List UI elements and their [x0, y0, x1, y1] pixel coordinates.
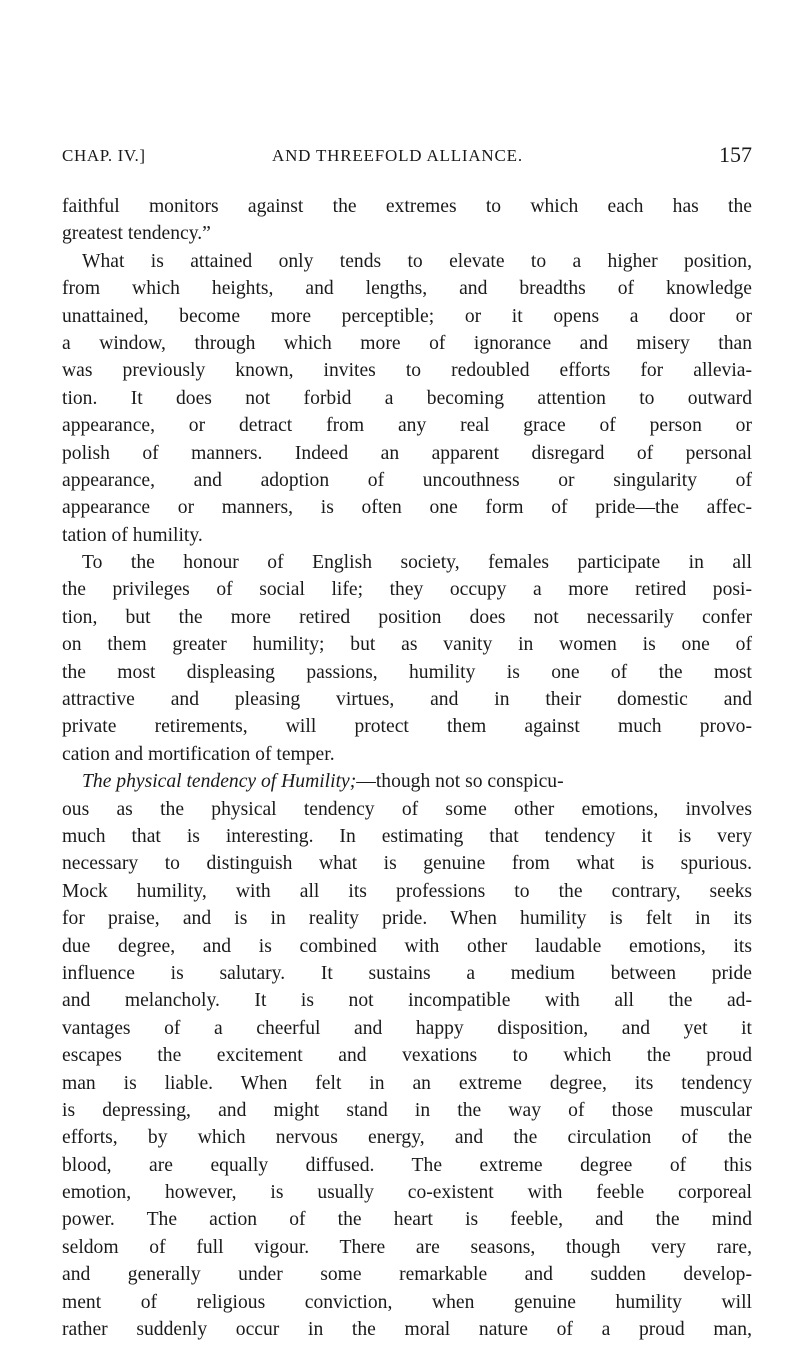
text-line: appearance, and adoption of uncouthness or singularity of	[62, 469, 752, 491]
text-line: power. The action of the heart is feeble, and the mind	[62, 1209, 752, 1231]
text-line: from which heights, and lengths, and breadths of knowledge	[62, 278, 752, 300]
text-line: vantages of a cheerful and happy disposition, and yet it	[62, 1017, 752, 1039]
text-line: To the honour of English society, females participate in all	[82, 552, 752, 574]
text-line: appearance or manners, is often one form of pride—the affec-	[62, 497, 752, 519]
text-line: ment of religious conviction, when genuine humility will	[62, 1291, 752, 1313]
text-fragment: —though not so conspicu-	[356, 771, 564, 793]
text-line: tion. It does not forbid a becoming attention to outward	[62, 387, 752, 409]
text-line: greatest tendency.”	[62, 223, 211, 245]
text-line: and generally under some remarkable and sudden develop-	[62, 1264, 752, 1286]
text-line: seldom of full vigour. There are seasons, though very rare,	[62, 1236, 752, 1258]
text-line: man is liable. When felt in an extreme degree, its tendency	[62, 1072, 752, 1094]
text-line: emotion, however, is usually co-existent with feeble corporeal	[62, 1182, 752, 1204]
text-line: What is attained only tends to elevate to a higher position,	[82, 250, 752, 272]
text-line: escapes the excitement and vexations to which the proud	[62, 1045, 752, 1067]
text-line: cation and mortification of temper.	[62, 743, 335, 765]
text-line: appearance, or detract from any real grace of person or	[62, 415, 752, 437]
running-title: AND THREEFOLD ALLIANCE.	[272, 146, 523, 165]
text-line: the most displeasing passions, humility is one of the most	[62, 661, 752, 683]
text-line: influence is salutary. It sustains a medium between pride	[62, 962, 752, 984]
text-line: tion, but the more retired position does not necessarily confer	[62, 606, 752, 628]
text-line: necessary to distinguish what is genuine from what is spurious.	[62, 853, 752, 875]
text-line: tation of humility.	[62, 524, 203, 546]
text-line: and melancholy. It is not incompatible with all the ad-	[62, 990, 752, 1012]
text-line: polish of manners. Indeed an apparent disregard of personal	[62, 442, 752, 464]
text-line: much that is interesting. In estimating that tendency it is very	[62, 825, 752, 847]
text-line: the privileges of social life; they occupy a more retired posi-	[62, 579, 752, 601]
section-heading-line	[62, 768, 752, 795]
text-line: blood, are equally diffused. The extreme degree of this	[62, 1154, 752, 1176]
running-head	[62, 142, 752, 170]
text-line: for praise, and is in reality pride. When humility is felt in its	[62, 908, 752, 930]
text-line: rather suddenly occur in the moral nature of a proud man,	[62, 1319, 752, 1341]
chapter-label: CHAP. IV.]	[62, 146, 146, 165]
text-line: Mock humility, with all its professions to the contrary, seeks	[62, 880, 752, 902]
text-line: private retirements, will protect them against much provo-	[62, 716, 752, 738]
text-line: was previously known, invites to redoubled efforts for allevia-	[62, 360, 752, 382]
text-line: is depressing, and might stand in the way of those muscular	[62, 1099, 752, 1121]
text-line: a window, through which more of ignorance and misery than	[62, 332, 752, 354]
page-number: 157	[719, 142, 752, 167]
text-line: due degree, and is combined with other laudable emotions, its	[62, 935, 752, 957]
body-text	[62, 193, 752, 1343]
text-line: on them greater humility; but as vanity in women is one of	[62, 634, 752, 656]
text-line: attractive and pleasing virtues, and in their domestic and	[62, 689, 752, 711]
text-line: faithful monitors against the extremes to which each has the	[62, 196, 752, 217]
text-line: ous as the physical tendency of some other emotions, involves	[62, 798, 752, 820]
text-line: efforts, by which nervous energy, and the circulation of the	[62, 1127, 752, 1149]
text-line: unattained, become more perceptible; or it opens a door or	[62, 305, 752, 327]
section-heading: The physical tendency of Humility;	[82, 771, 357, 793]
